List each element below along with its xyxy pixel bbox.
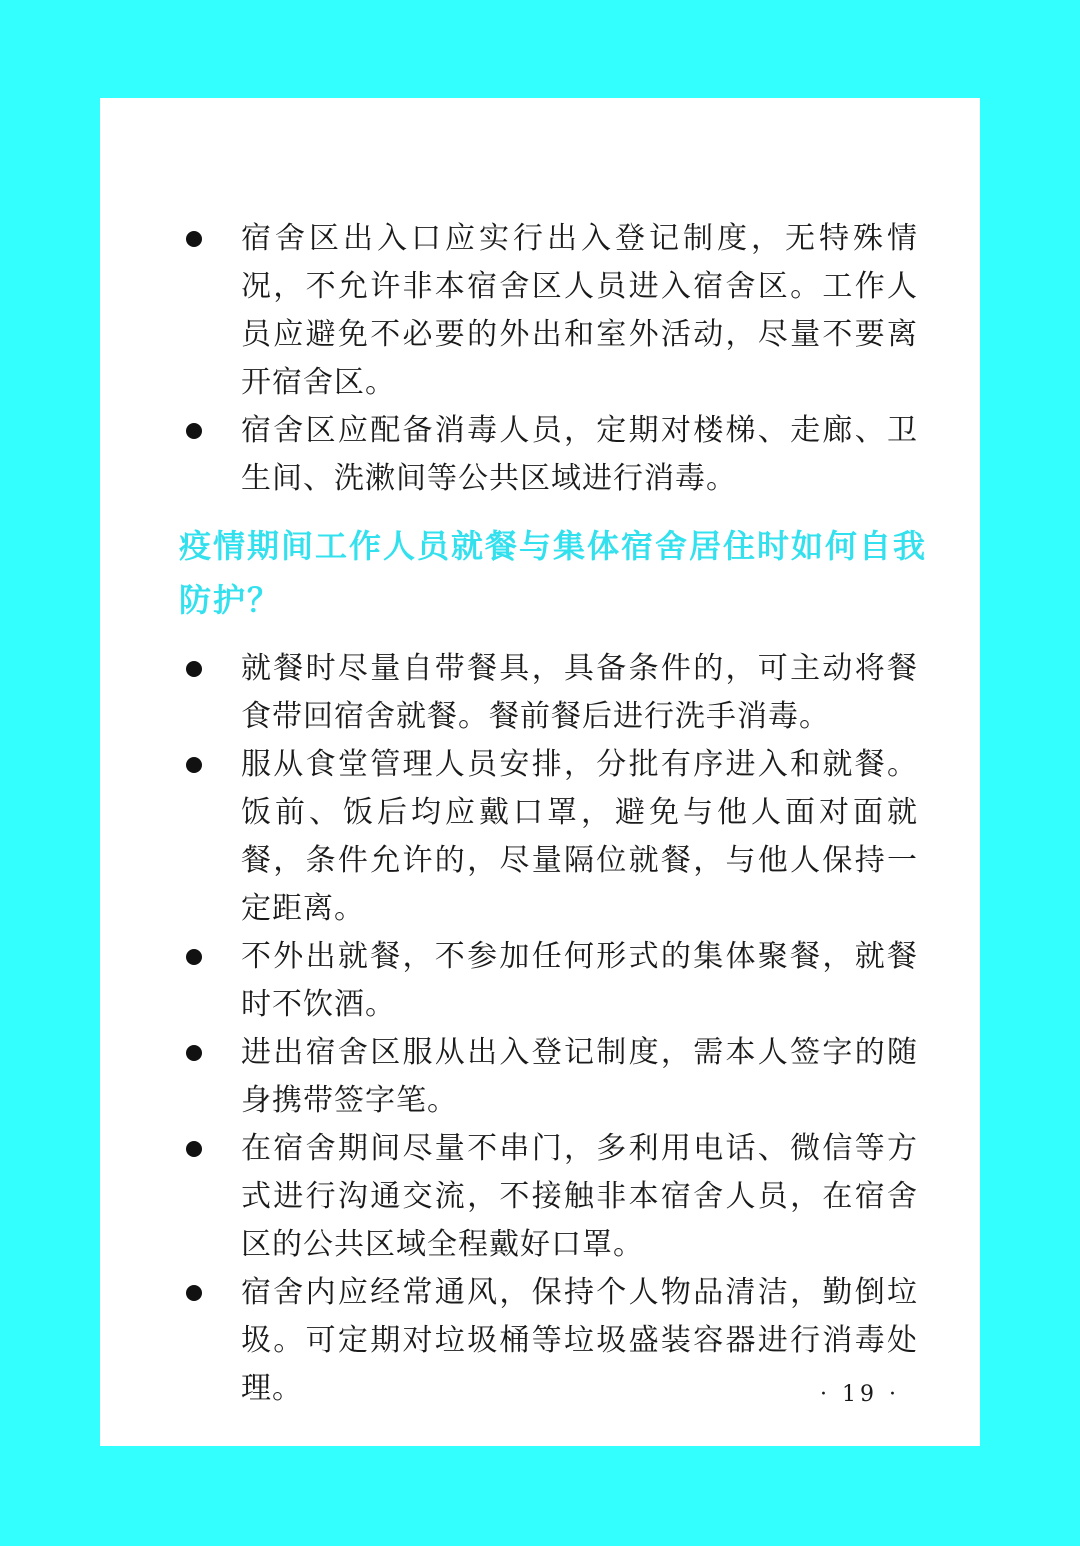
list-item-text: 进出宿舍区服从出入登记制度，需本人签字的随身携带签字笔。 <box>241 1035 918 1118</box>
list-item <box>100 933 980 1029</box>
list-item <box>100 645 980 741</box>
document-page <box>100 98 980 1446</box>
list-item-text: 宿舍内应经常通风，保持个人物品清洁，勤倒垃圾。可定期对垃圾桶等垃圾盛装容器进行消毒处理。 <box>241 1275 918 1406</box>
list-item <box>100 1029 980 1125</box>
bullet-icon <box>186 1141 202 1157</box>
bullet-icon <box>186 423 202 439</box>
list-item-text: 宿舍区出入口应实行出入登记制度，无特殊情况，不允许非本宿舍区人员进入宿舍区。工作人员应避免不必要的外出和室外活动，尽量不要离开宿舍区。 <box>241 221 918 400</box>
list-item <box>100 215 980 407</box>
bullet-icon <box>186 757 202 773</box>
bullet-list-dormitory <box>100 215 980 503</box>
bullet-icon <box>186 1285 202 1301</box>
list-item-text: 在宿舍期间尽量不串门，多利用电话、微信等方式进行沟通交流，不接触非本宿舍人员，在宿舍区的公共区域全程戴好口罩。 <box>241 1131 918 1262</box>
list-item-text: 就餐时尽量自带餐具，具备条件的，可主动将餐食带回宿舍就餐。餐前餐后进行洗手消毒。 <box>241 651 918 734</box>
list-item <box>100 741 980 933</box>
bullet-icon <box>186 949 202 965</box>
bullet-icon <box>186 661 202 677</box>
bullet-icon <box>186 231 202 247</box>
section-heading: 疫情期间工作人员就餐与集体宿舍居住时如何自我防护？ <box>179 527 928 619</box>
list-item <box>100 1125 980 1269</box>
list-item <box>100 407 980 503</box>
list-item-text: 宿舍区应配备消毒人员，定期对楼梯、走廊、卫生间、洗漱间等公共区域进行消毒。 <box>241 413 918 496</box>
list-item-text: 服从食堂管理人员安排，分批有序进入和就餐。饭前、饭后均应戴口罩，避免与他人面对面就餐，条件允许的，尽量隔位就餐，与他人保持一定距离。 <box>241 747 918 926</box>
bullet-list-protection <box>100 645 980 1413</box>
list-item-text: 不外出就餐，不参加任何形式的集体聚餐，就餐时不饮酒。 <box>241 939 918 1022</box>
page-number: · 19 · <box>820 1382 900 1407</box>
bullet-icon <box>186 1045 202 1061</box>
